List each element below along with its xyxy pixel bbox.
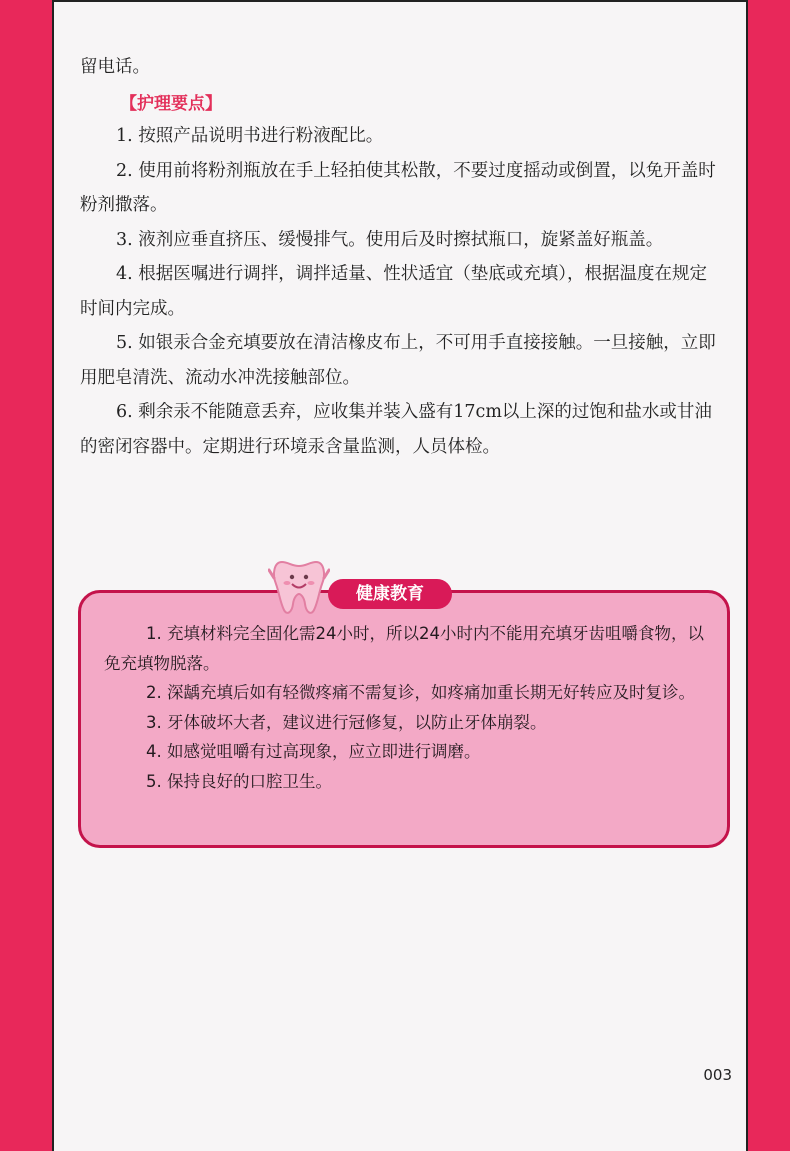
health-education-list bbox=[104, 619, 720, 796]
nursing-item-5: 5. 如银汞合金充填要放在清洁橡皮布上，不可用手直接接触。一旦接触，立即用肥皂清洗、流动水冲洗接触部位。 bbox=[80, 333, 716, 388]
nursing-item-6: 6. 剩余汞不能随意丢弃，应收集并装入盛有17cm以上深的过饱和盐水或甘油的密闭容器中。定期进行环境汞含量监测，人员体检。 bbox=[80, 402, 712, 457]
nursing-item-4: 4. 根据医嘱进行调拌，调拌适量、性状适宜（垫底或充填），根据温度在规定时间内完成。 bbox=[80, 264, 708, 319]
education-item-3: 3. 牙体破坏大者，建议进行冠修复，以防止牙体崩裂。 bbox=[146, 712, 547, 732]
nursing-section bbox=[80, 50, 720, 464]
nursing-item-1: 1. 按照产品说明书进行粉液配比。 bbox=[116, 126, 384, 146]
nursing-item-3: 3. 液剂应垂直挤压、缓慢排气。使用后及时擦拭瓶口，旋紧盖好瓶盖。 bbox=[116, 229, 664, 250]
smiling-tooth-icon bbox=[268, 550, 330, 616]
page-number: 003 bbox=[703, 1066, 732, 1084]
health-education-title: 健康教育 bbox=[328, 579, 452, 609]
education-item-2: 2. 深龋充填后如有轻微疼痛不需复诊，如疼痛加重长期无好转应及时复诊。 bbox=[146, 683, 695, 702]
book-page bbox=[52, 0, 748, 1151]
education-item-5: 5. 保持良好的口腔卫生。 bbox=[146, 771, 332, 791]
education-item-4: 4. 如感觉咀嚼有过高现象，应立即进行调磨。 bbox=[146, 742, 481, 761]
nursing-item-2: 2. 使用前将粉剂瓶放在手上轻拍使其松散，不要过度摇动或倒置，以免开盖时粉剂撒落。 bbox=[80, 160, 716, 215]
nursing-points-heading: 【护理要点】 bbox=[120, 93, 222, 114]
continuation-text: 留电话。 bbox=[80, 57, 150, 77]
education-item-1: 1. 充填材料完全固化需24小时，所以24小时内不能用充填牙齿咀嚼食物，以免充填物脱落。 bbox=[104, 624, 704, 673]
